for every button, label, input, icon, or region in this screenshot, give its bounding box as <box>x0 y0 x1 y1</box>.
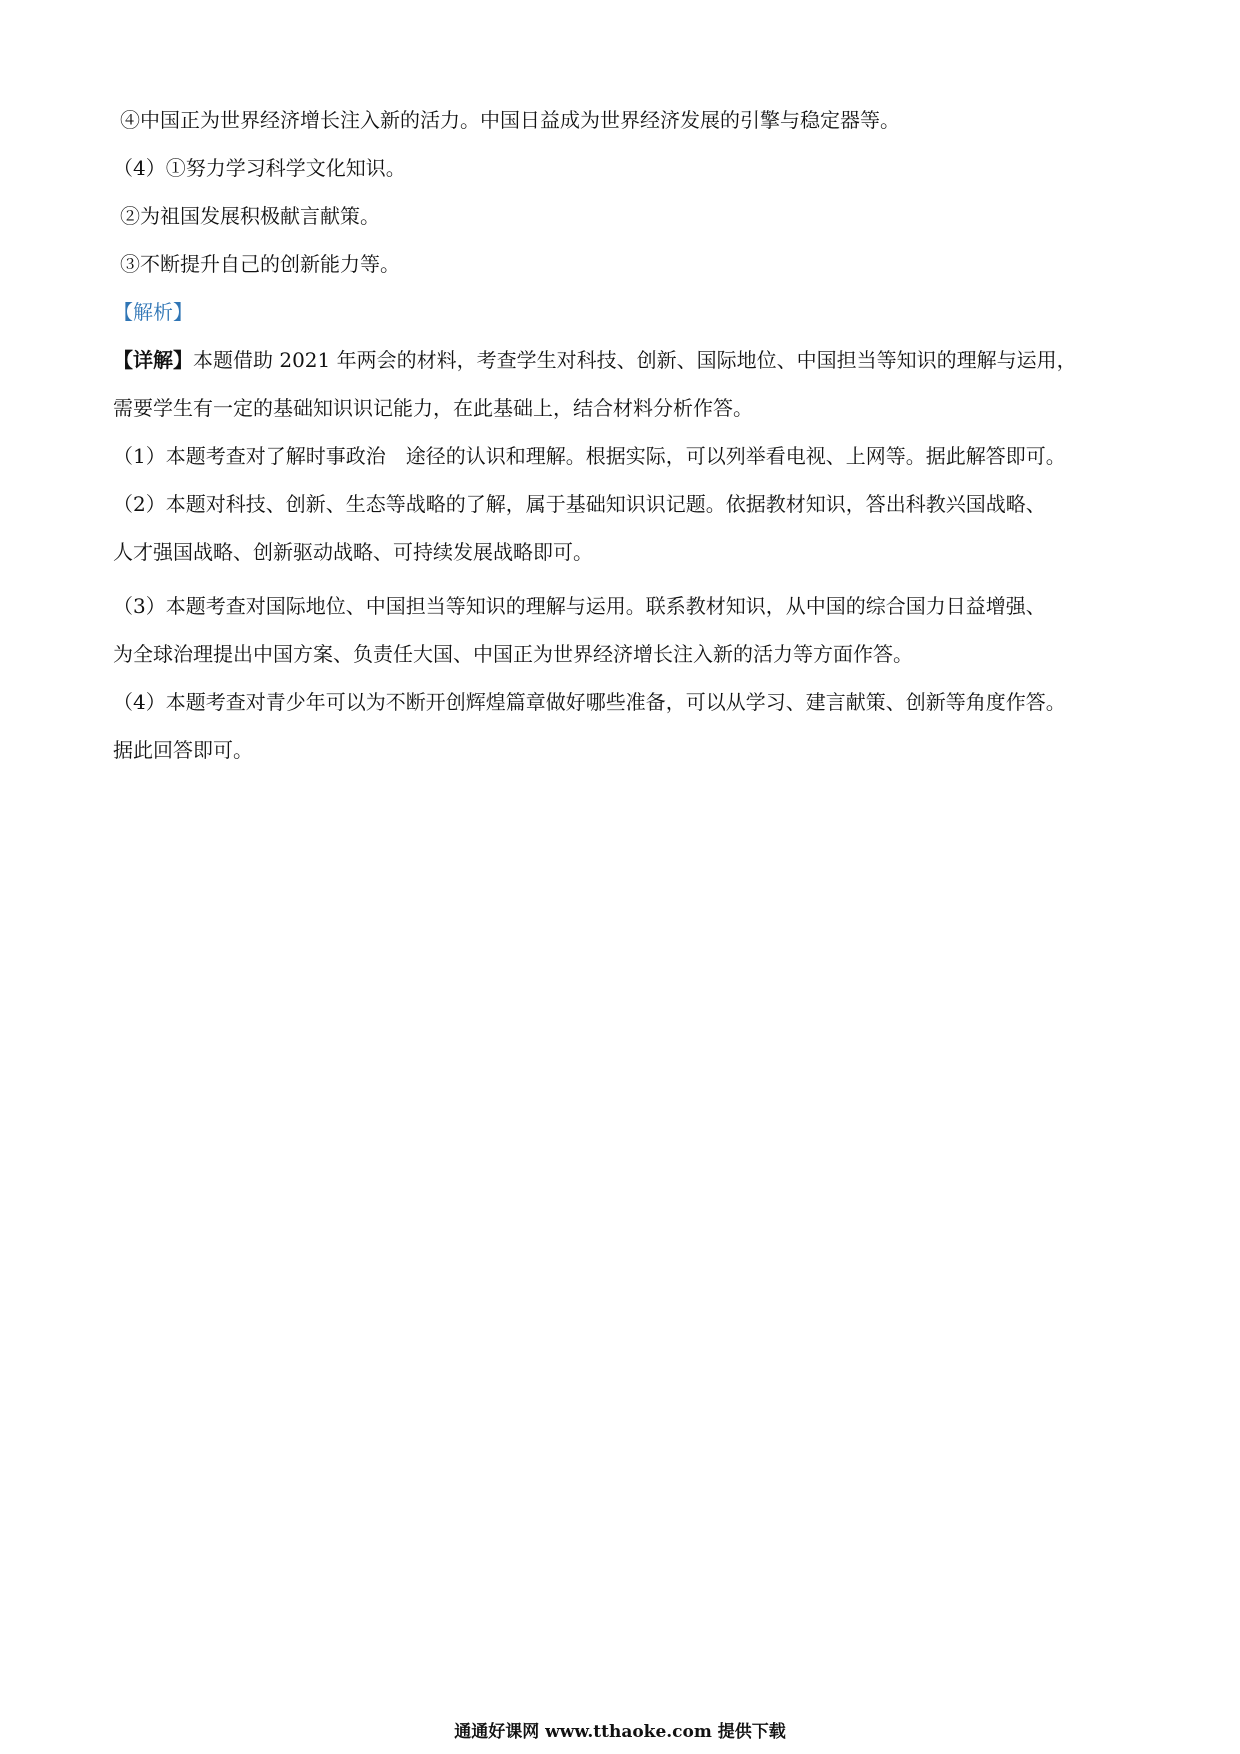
analysis-paragraph-4-line-2: 据此回答即可。 <box>113 738 253 762</box>
detail-line-1 <box>113 346 1133 374</box>
answer-item-4-of-q3: ④中国正为世界经济增长注入新的活力。中国日益成为世界经济发展的引擎与稳定器等。 <box>120 108 900 132</box>
analysis-paragraph-1: （1）本题考查对了解时事政治 途径的认识和理解。根据实际，可以列举看电视、上网等。据此解答即可。 <box>113 444 1066 468</box>
detail-line-2: 需要学生有一定的基础知识识记能力，在此基础上，结合材料分析作答。 <box>113 396 753 420</box>
answer-q4-line-1: （4）①努力学习科学文化知识。 <box>113 156 406 180</box>
analysis-paragraph-3-line-1: （3）本题考查对国际地位、中国担当等知识的理解与运用。联系教材知识，从中国的综合国力日益增强、 <box>113 594 1046 618</box>
answer-q4-line-3: ③不断提升自己的创新能力等。 <box>120 252 400 276</box>
analysis-heading: 【解析】 <box>113 300 193 324</box>
answer-q4-line-2: ②为祖国发展积极献言献策。 <box>120 204 380 228</box>
analysis-paragraph-4-line-1: （4）本题考查对青少年可以为不断开创辉煌篇章做好哪些准备，可以从学习、建言献策、创新等角度作答。 <box>113 690 1066 714</box>
analysis-paragraph-2-line-1: （2）本题对科技、创新、生态等战略的了解，属于基础知识识记题。依据教材知识，答出科教兴国战略、 <box>113 492 1046 516</box>
page-footer: 通通好课网 www.tthaoke.com 提供下载 <box>454 1722 786 1742</box>
analysis-paragraph-2-line-2: 人才强国战略、创新驱动战略、可持续发展战略即可。 <box>113 540 593 564</box>
detail-heading: 【详解】 <box>113 348 193 372</box>
detail-text-1: 本题借助 2021 年两会的材料，考查学生对科技、创新、国际地位、中国担当等知识的理解与运用， <box>193 348 1077 372</box>
analysis-paragraph-3-line-2: 为全球治理提出中国方案、负责任大国、中国正为世界经济增长注入新的活力等方面作答。 <box>113 642 913 666</box>
